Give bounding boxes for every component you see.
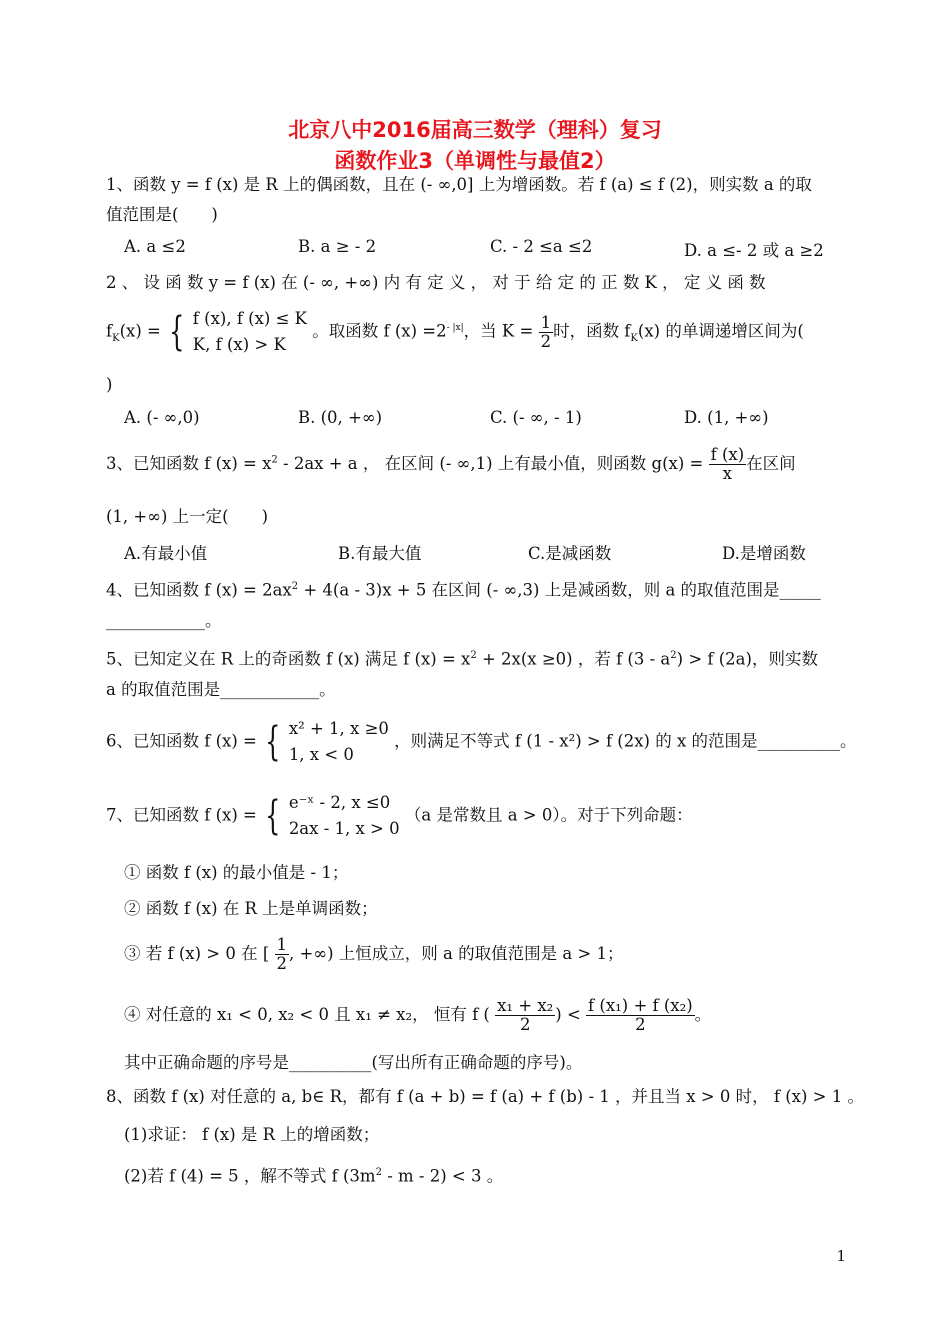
q1-option-a: A. a ≤2: [124, 237, 186, 256]
q4-post: + 4(a - 3)x + 5 在区间 (- ∞,3) 上是减函数，则 a 的取值范围是_____: [298, 580, 821, 600]
q7-pre: 7、已知函数 f (x) =: [106, 805, 257, 825]
q7-cases: [289, 790, 400, 842]
q5-sup2: 2: [670, 650, 677, 661]
q2-fraction: [539, 314, 554, 351]
q2-sub2: K: [630, 332, 638, 344]
q2-mid4: (x) 的单调递增区间为(: [637, 321, 804, 341]
q6-pre: 6、已知函数 f (x) =: [106, 731, 257, 751]
q3-frac-num: f (x): [710, 445, 745, 464]
q6-brace: {: [265, 719, 281, 765]
q2-line3: ): [106, 375, 113, 394]
q2-cases: [193, 306, 307, 358]
q2-fk-rest: (x) =: [119, 321, 161, 341]
q7-s4-den2: 2: [635, 1015, 646, 1034]
q3-option-c: C.是减函数: [528, 544, 612, 563]
q2-fk-lhs: f: [106, 321, 113, 341]
q1-option-d: D. a ≤- 2 或 a ≥2: [684, 241, 824, 260]
q2-option-d: D. (1, +∞): [684, 408, 769, 427]
q2-frac-num: 1: [540, 312, 552, 332]
document-subtitle: 函数作业3（单调性与最值2）: [334, 149, 616, 173]
q3-fraction: [709, 446, 747, 483]
q8-p2-pre: (2)若 f (4) = 5 ，解不等式 f (3m: [124, 1166, 376, 1186]
q7-s4-num2: f (x₁) + f (x₂): [588, 996, 693, 1015]
q7-case1: e⁻ˣ - 2, x ≤0: [288, 793, 391, 812]
q7-s4-den1: 2: [519, 1015, 531, 1034]
q7-statement-2: ② 函数 f (x) 在 R 上是单调函数；: [124, 899, 378, 918]
page-number: 1: [836, 1247, 846, 1265]
q7-s4-fraction-2: [586, 997, 695, 1034]
q8-p2-post: - m - 2) < 3 。: [381, 1166, 504, 1186]
q7-statement-4: [124, 997, 711, 1034]
q6-cases: [289, 716, 389, 768]
q2-mid3: 时，函数 f: [553, 321, 631, 341]
q2-definition: [106, 306, 804, 358]
q6-case1: x² + 1, x ≥0: [288, 719, 389, 738]
q7-s3-den: 2: [276, 954, 288, 973]
q3-pre: 3、已知函数 f (x) = x: [106, 454, 272, 473]
q3-line1: [106, 446, 796, 483]
q3-line2: (1, +∞) 上一定( ): [106, 507, 269, 526]
q6-post: ，则满足不等式 f (1 - x²) > f (2x) 的 x 的范围是__________。: [394, 731, 857, 751]
q5-line2: a 的取值范围是____________。: [106, 680, 336, 699]
q7-s3-post: , +∞) 上恒成立，则 a 的取值范围是 a > 1；: [289, 944, 624, 963]
q5-sup: 2: [470, 650, 477, 661]
document-title: 北京八中2016届高三数学（理科）复习: [288, 118, 662, 142]
q3-post: 在区间: [746, 454, 796, 473]
q7-s4-fraction-1: [495, 997, 555, 1034]
q7-s4-num1: x₁ + x₂: [497, 996, 554, 1015]
q2-mid1: 。取函数 f (x) =2: [312, 321, 447, 341]
q5-pre: 5、已知定义在 R 上的奇函数 f (x) 满足 f (x) = x: [106, 649, 471, 669]
q7-s4-pre: ④ 对任意的 x₁ < 0, x₂ < 0 且 x₁ ≠ x₂， 恒有 f (: [124, 1005, 490, 1024]
q4-pre: 4、已知函数 f (x) = 2ax: [106, 580, 292, 600]
q7-s3-fraction: [275, 936, 290, 973]
q7-conclusion: 其中正确命题的序号是__________(写出所有正确命题的序号)。: [124, 1053, 583, 1072]
q8-line1: 8、函数 f (x) 对任意的 a, b∈ R，都有 f (a + b) = f (a) + f (b) - 1 ，并且当 x > 0 时， f (x) > 1 。: [106, 1087, 864, 1106]
q7-brace: {: [265, 793, 281, 839]
q7-s3-num: 1: [276, 935, 288, 954]
q2-case2: K, f (x) > K: [192, 335, 286, 354]
q1-line2: 值范围是( ): [106, 205, 218, 224]
q5-post: ) > f (2a)，则实数: [676, 649, 818, 669]
q7-post: （a 是常数且 a > 0）。对于下列命题：: [404, 805, 693, 825]
q5-mid: + 2x(x ≥0) ，若 f (3 - a: [476, 649, 671, 669]
q3-option-d: D.是增函数: [722, 544, 806, 563]
q4-line1: [106, 576, 821, 602]
q7-statement-1: ① 函数 f (x) 的最小值是 - 1；: [124, 863, 349, 882]
q7-statement-3: [124, 936, 623, 973]
q8-part2: [124, 1162, 503, 1188]
q8-p2-sup: 2: [375, 1167, 382, 1178]
q3-frac-den: x: [722, 464, 733, 483]
q2-option-c: C. (- ∞, - 1): [490, 408, 582, 427]
q7-s4-post: 。: [694, 1005, 712, 1024]
q5-line1: [106, 645, 818, 671]
q3-option-b: B.有最大值: [338, 544, 422, 563]
q2-option-a: A. (- ∞,0): [124, 408, 200, 427]
q2-fk-sub: K: [112, 332, 120, 344]
q4-sup: 2: [291, 581, 299, 592]
q1-option-c: C. - 2 ≤a ≤2: [490, 237, 593, 256]
q2-brace: {: [169, 309, 185, 355]
q6-line: [106, 716, 857, 768]
q3-option-a: A.有最小值: [124, 544, 208, 563]
q6-case2: 1, x < 0: [288, 745, 354, 764]
q2-mid2: ，当 K =: [463, 321, 534, 341]
q1-line1: 1、函数 y = f (x) 是 R 上的偶函数，且在 (- ∞,0] 上为增函数。若 f (a) ≤ f (2)，则实数 a 的取: [106, 175, 812, 194]
q7-line: [106, 790, 693, 842]
q2-line1: 2 、 设 函 数 y = f (x) 在 (- ∞, +∞) 内 有 定 义 ， 对 于 给 定 的 正 数 K ， 定 义 函 数: [106, 273, 766, 292]
q2-frac-den: 2: [540, 331, 552, 351]
q8-part1: (1)求证： f (x) 是 R 上的增函数；: [124, 1125, 380, 1144]
q1-option-b: B. a ≥ - 2: [298, 237, 377, 256]
q4-line2: ____________。: [106, 611, 222, 630]
q2-case1: f (x), f (x) ≤ K: [192, 309, 307, 328]
q7-s3-pre: ③ 若 f (x) > 0 在 [: [124, 944, 270, 963]
q7-case2: 2ax - 1, x > 0: [288, 819, 400, 838]
q3-mid: - 2ax + a ， 在区间 (- ∞,1) 上有最小值，则函数 g(x) =: [277, 454, 704, 473]
q2-option-b: B. (0, +∞): [298, 408, 383, 427]
q3-sup: 2: [271, 454, 278, 466]
q7-s4-mid: ) <: [555, 1005, 581, 1024]
q2-exp: - |x|: [446, 323, 464, 333]
